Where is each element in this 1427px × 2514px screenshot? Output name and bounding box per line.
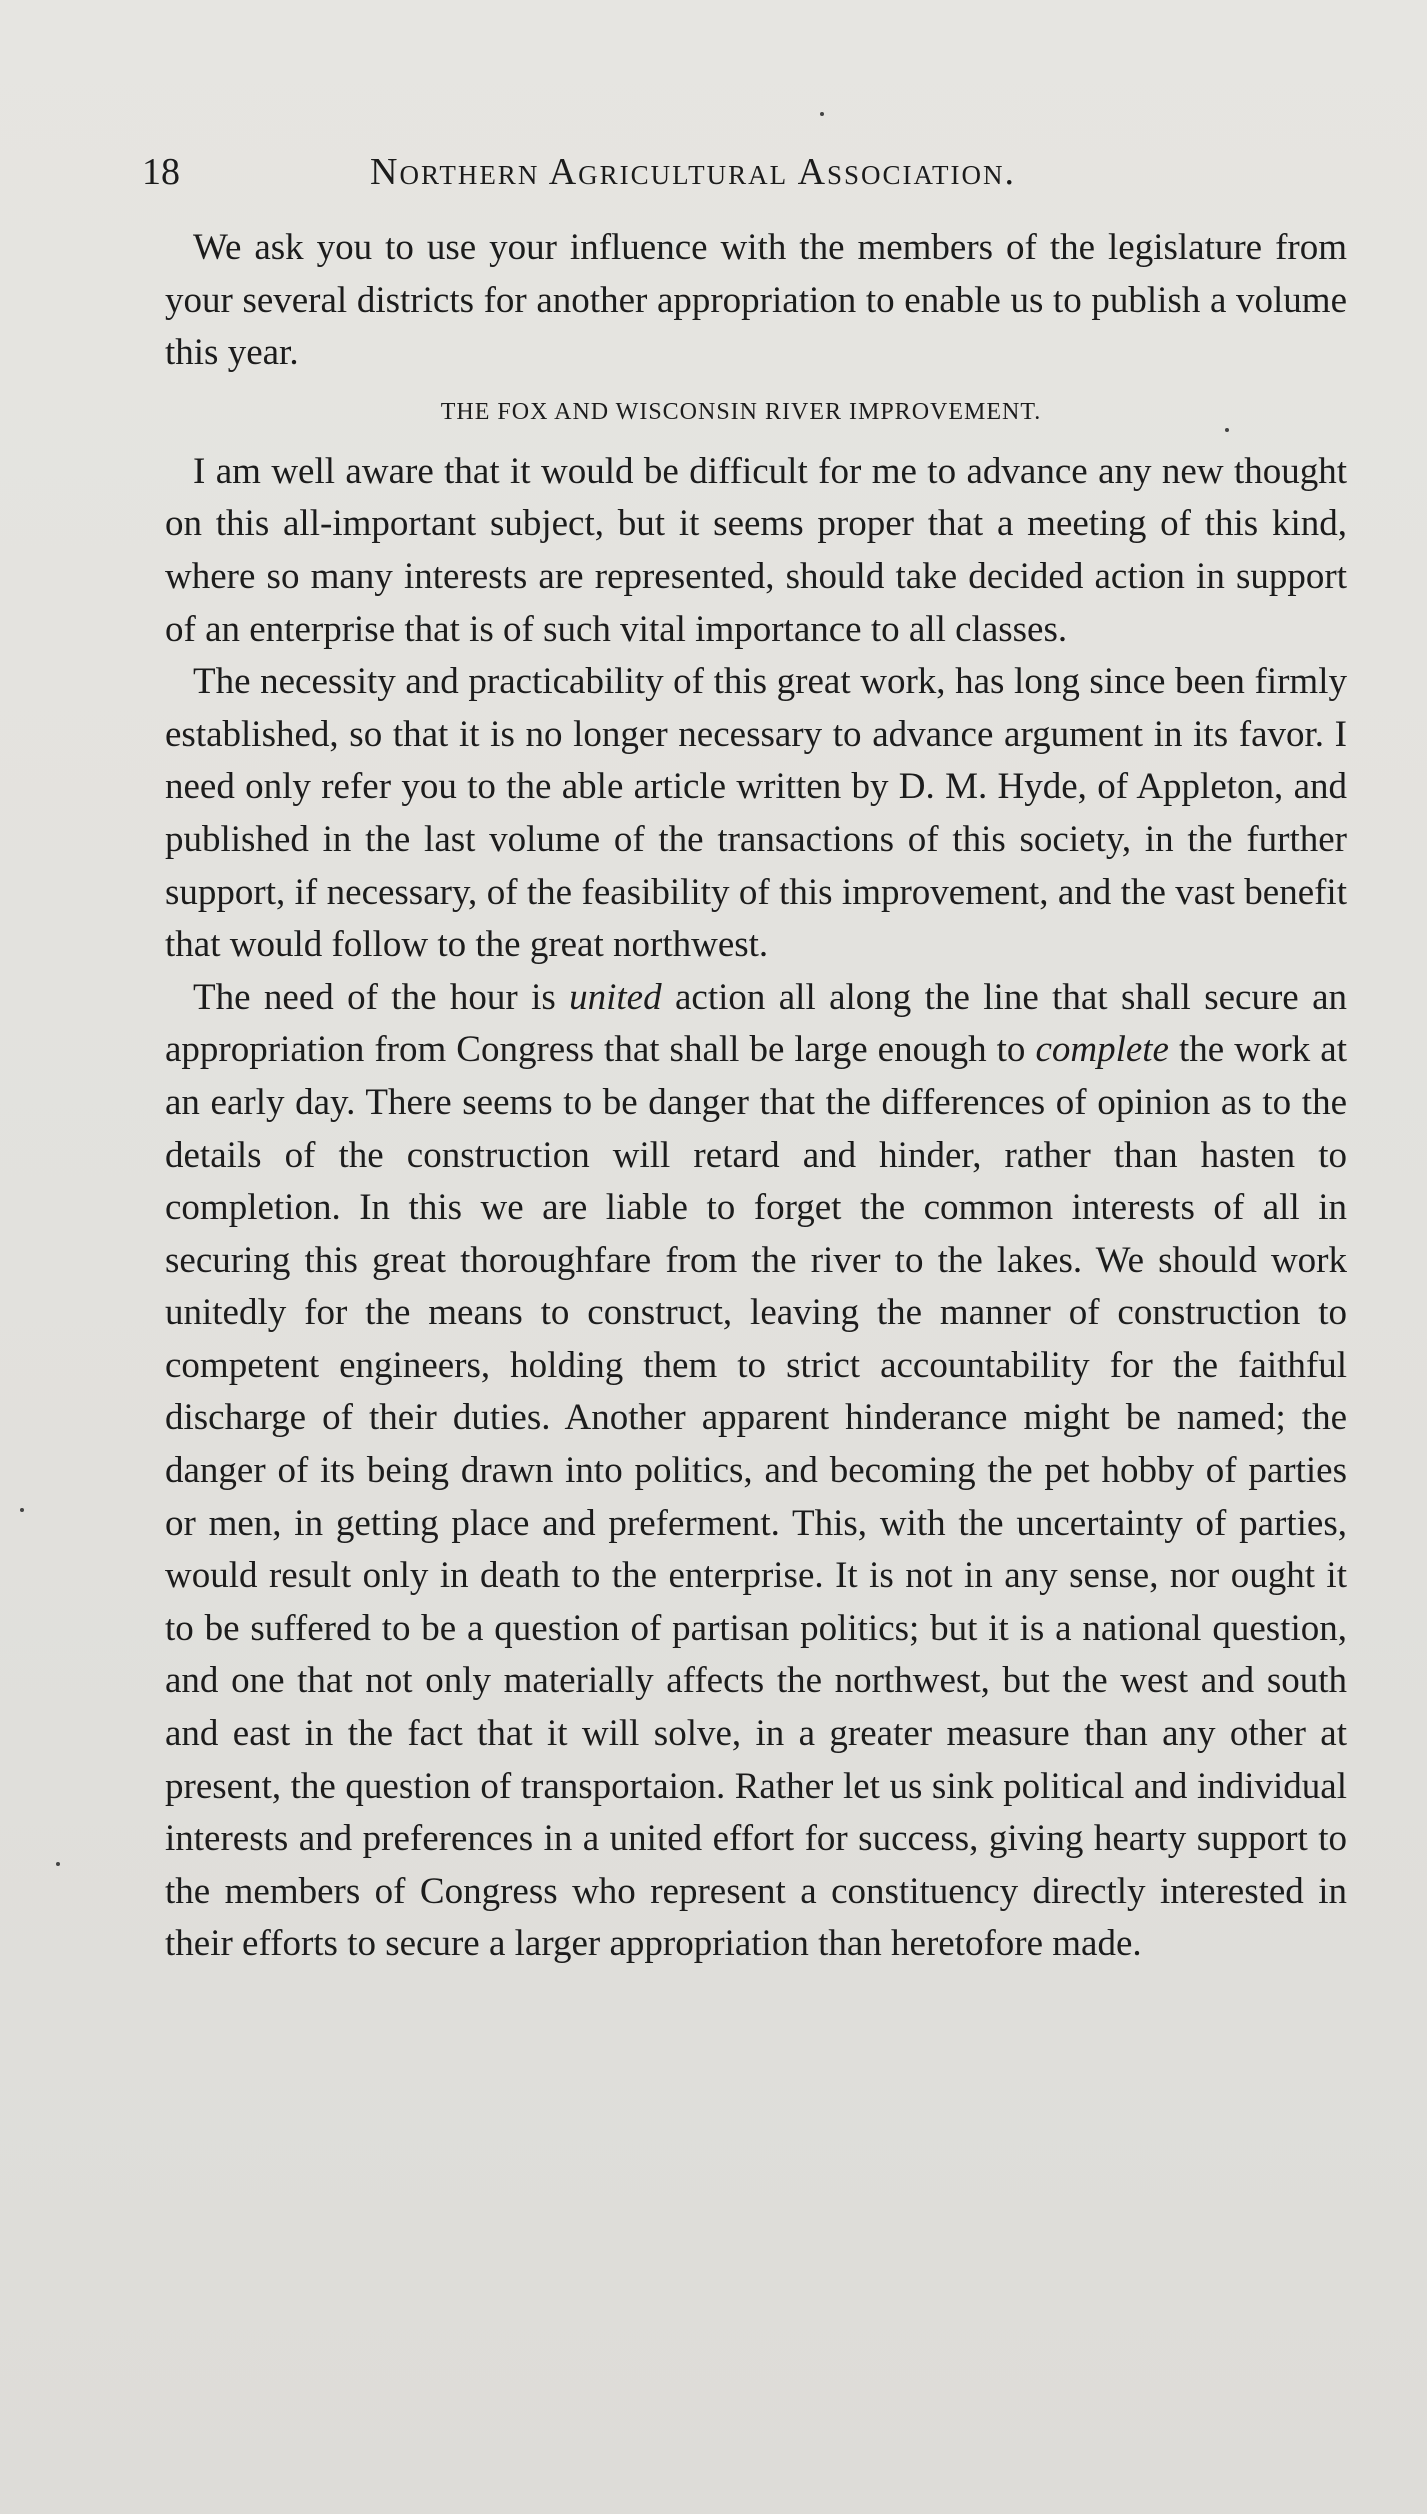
paragraph-necessity: The necessity and practicability of this great work, has long since been firmly established, so that it is no longer necessary to advance argument in its favor. I need only refer you to the able article written by D. M. Hyde, of Appleton, and published in the last volume of the transactions of this society, in the further support, if necessary, of the feasibility of this improvement, and the vast benefit that would follow to the great northwest. [165, 661, 1347, 966]
paper-speck [56, 1862, 60, 1866]
paper-speck [20, 1508, 24, 1512]
paper-speck [1225, 428, 1229, 432]
paragraph-appropriation-request: We ask you to use your influence with the members of the legislature from your several districts for another appropriation to enable us to publish a volume this year. [165, 227, 1347, 374]
emphasis-united: united [569, 976, 662, 1018]
paper-speck [820, 112, 824, 116]
running-title: Northern Agricultural Association. [370, 151, 1017, 193]
paragraph-intro: I am well aware that it would be difficult for me to advance any new thought on this all-important subject, but it seems proper that a meeting of this kind, where so many interests are represented, should take decided action in support of an enterprise that is of such vital importance to all classes. [165, 450, 1347, 650]
section-heading: THE FOX AND WISCONSIN RIVER IMPROVEMENT. [440, 398, 1042, 425]
paragraph-need-of-hour [165, 972, 1347, 1971]
emphasis-complete: complete [1035, 1029, 1169, 1071]
paragraph-text: the work at an early day. There seems to be danger that the differences of opinion as to the details of the construction will retard and hinder, rather than hasten to completion. In this we are liable to forget the common interests of all in securing this great thoroughfare from the river to the lakes. We should work unitedly for the means to construct, leaving the manner of construction to competent engineers, holding them to strict accountability for the faithful discharge of their duties. Another apparent hinderance might be named; the danger of its being drawn into politics, and becoming the pet hobby of parties or men, in getting place and preferment. This, with the uncertainty of parties, would result only in death to the enterprise. It is not in any sense, nor ought it to be suffered to be a question of partisan politics; but it is a national question, and one that not only materially affects the northwest, but the west and south and east in the fact that it will solve, in a greater measure than any other at present, the question of transportaion. Rather let us sink political and individual interests and preferences in a united effort for success, giving hearty support to the members of Congress who represent a constituency directly interested in their efforts to secure a larger appropriation than heretofore made. [165, 1029, 1347, 1965]
running-head [142, 148, 1332, 196]
paragraph-text: The need of the hour is [193, 976, 570, 1018]
page-number: 18 [142, 151, 180, 193]
body-text [165, 222, 1347, 1971]
paragraph-text: action all along the line that shall secure an appropriation from Congress that shall be large enough to [165, 976, 1347, 1071]
